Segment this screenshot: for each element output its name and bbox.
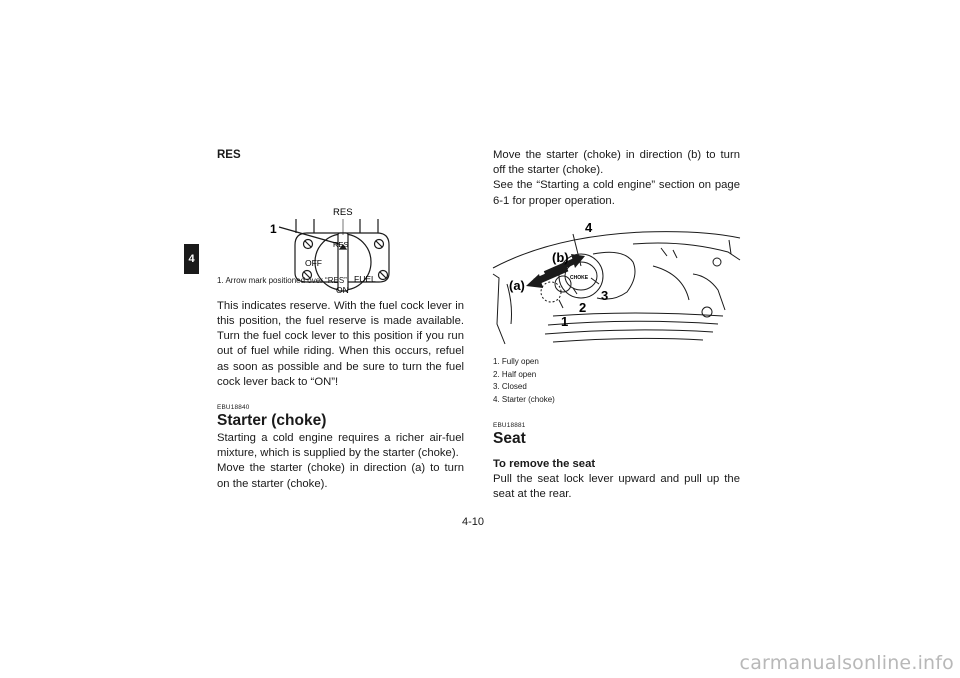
knob-label: CHOKE — [570, 274, 589, 281]
callout-2: 2 — [579, 299, 587, 315]
choke-paragraph-3: Move the starter (choke) in direction (b) to turn off the starter (choke). — [493, 149, 740, 177]
right-column — [493, 148, 740, 502]
caption-closed: 3. Closed — [493, 382, 527, 392]
choke-title: Starter (choke) — [217, 412, 327, 430]
caption-fully-open: 1. Fully open — [493, 356, 539, 366]
caption-starter-choke: 4. Starter (choke) — [493, 395, 555, 405]
callout-1-choke: 1 — [561, 313, 569, 329]
res-heading: RES — [217, 149, 241, 161]
fuel-cock-figure — [217, 183, 464, 295]
callout-1: 1 — [270, 222, 277, 236]
label-res-top: RES — [333, 207, 353, 218]
label-off: OFF — [305, 258, 322, 268]
label-direction-b: (b) — [552, 249, 569, 265]
seat-title: Seat — [493, 430, 526, 447]
watermark: carmanualsonline.info — [739, 652, 954, 674]
choke-captions — [493, 356, 740, 407]
fuel-cock-caption: 1. Arrow mark positioned over “RES” — [217, 276, 347, 285]
choke-code: EBU18840 — [217, 404, 250, 412]
choke-figure — [493, 214, 740, 346]
chapter-tab: 4 — [184, 244, 199, 274]
page-number: 4-10 — [462, 516, 485, 528]
label-on: ON — [336, 285, 349, 295]
choke-paragraph-4: See the “Starting a cold engine” section on page 6-1 for proper operation. — [493, 179, 740, 207]
left-column — [217, 148, 464, 492]
label-direction-a: (a) — [509, 277, 525, 293]
choke-paragraph-2: Move the starter (choke) in direction (a) to turn on the starter (choke). — [217, 462, 464, 490]
remove-seat-heading: To remove the seat — [493, 458, 596, 470]
callout-3: 3 — [601, 287, 609, 303]
label-res-inner: RES — [333, 240, 349, 249]
caption-half-open: 2. Half open — [493, 369, 537, 379]
choke-paragraph-1: Starting a cold engine requires a richer air-fuel mixture, which is supplied by the starter (choke). — [217, 432, 464, 460]
remove-seat-paragraph: Pull the seat lock lever upward and pull up the seat at the rear. — [493, 473, 740, 501]
label-fuel: FUEL — [354, 274, 376, 284]
callout-4: 4 — [585, 219, 593, 235]
seat-code: EBU18881 — [493, 422, 526, 429]
res-paragraph: This indicates reserve. With the fuel cock lever in this position, the fuel reserve is made available. Turn the fuel cock lever to this position if you run out of fuel while riding. When this occurs, refuel as soon as possible and be sure to turn the fuel cock lever back to “ON”! — [217, 299, 464, 388]
